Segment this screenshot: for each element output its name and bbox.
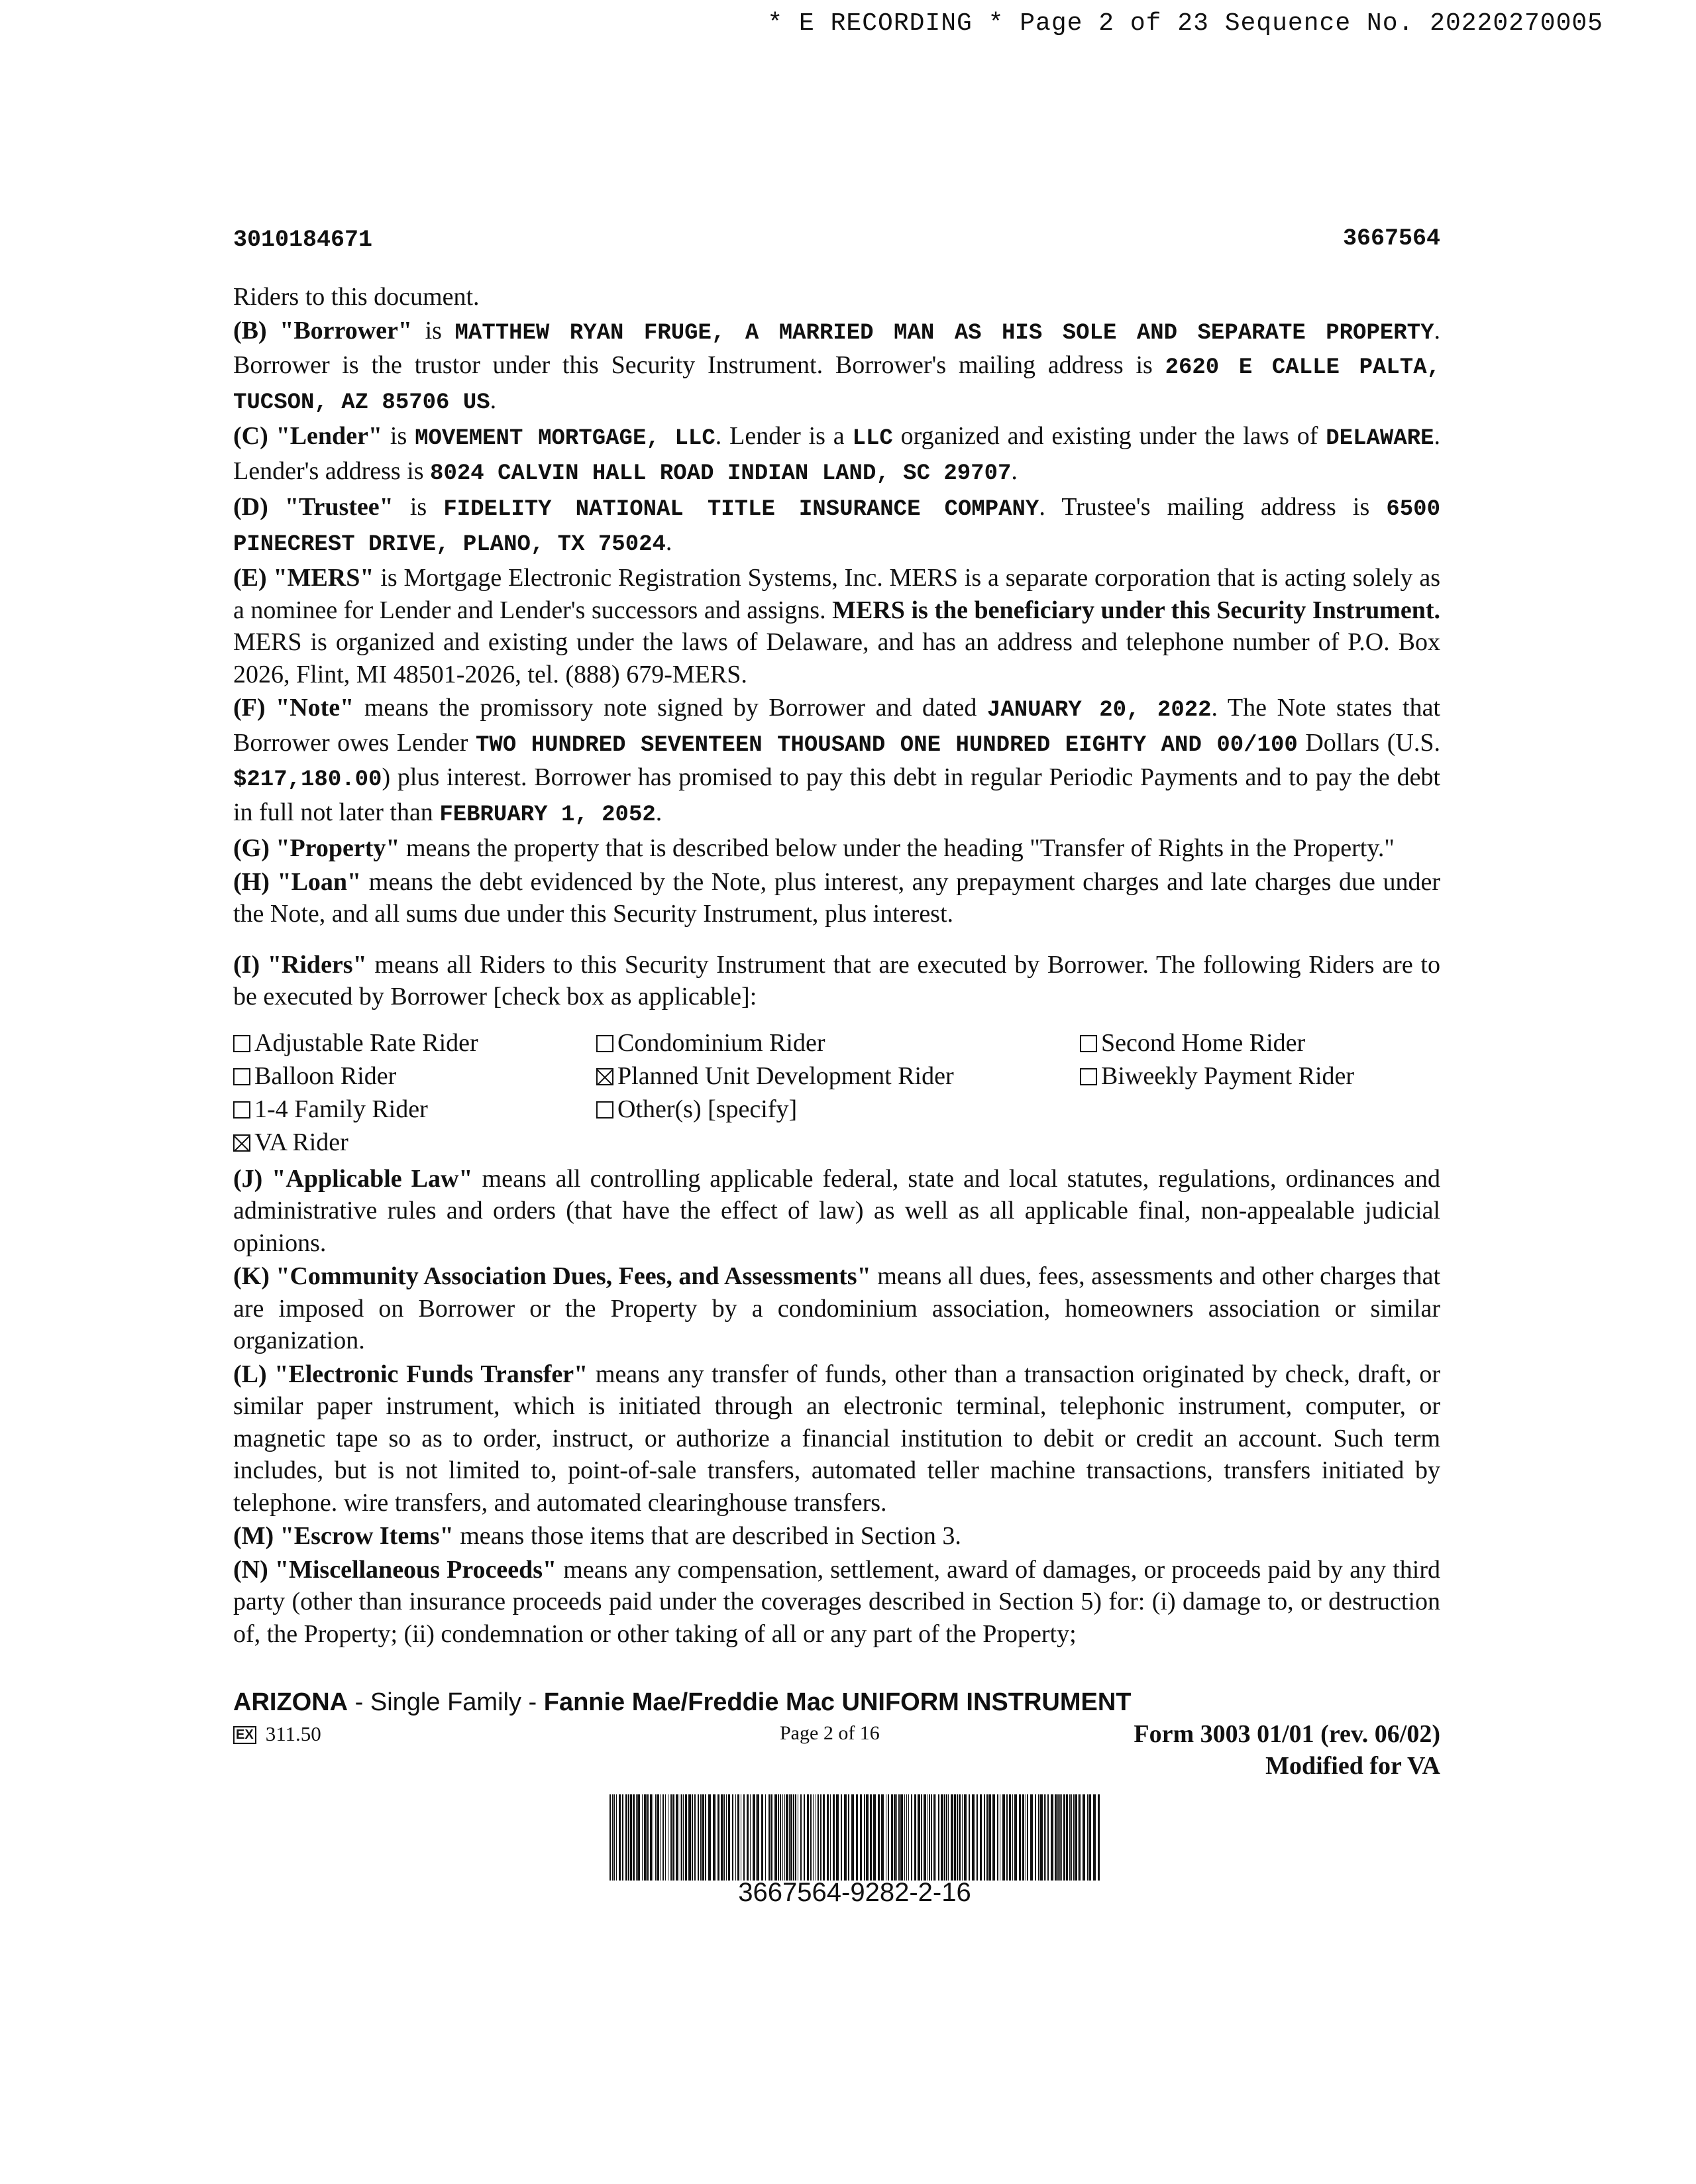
checkbox-icon[interactable]: [1080, 1068, 1097, 1085]
section-riders: [233, 949, 1440, 1013]
rider-pud[interactable]: [596, 1060, 1080, 1093]
trustee-end: .: [665, 527, 672, 556]
community-dues-text: means all dues, fees, assessments and other charges that are imposed on Borrower or the Property by a condominium association, homeowners association or similar organization.: [233, 1262, 1441, 1354]
property-text: means the property that is described below under the heading "Transfer of Rights in the Property.": [399, 834, 1395, 862]
lender-type: LLC: [852, 426, 893, 451]
rider-label: Second Home Rider: [1101, 1028, 1306, 1057]
note-amount: $217,180.00: [233, 767, 382, 792]
loan-label: (H) "Loan": [233, 867, 362, 896]
borrower-name: MATTHEW RYAN FRUGE, A MARRIED MAN AS HIS SOLE AND SEPARATE PROPERTY: [454, 320, 1434, 346]
loan-number: 3010184671: [233, 227, 373, 253]
checkbox-icon[interactable]: [1080, 1035, 1097, 1052]
mers-t2: MERS is organized and existing under the laws of Delaware, and has an address and telephone number of P.O. Box 2026, Flint, MI 48501-2026, tel. (888) 679-MERS.: [233, 628, 1440, 688]
rider-label: Planned Unit Development Rider: [617, 1062, 954, 1090]
rider-label: Other(s) [specify]: [617, 1095, 798, 1123]
checked-checkbox-icon[interactable]: [233, 1134, 250, 1152]
lender-label: (C) "Lender": [233, 422, 383, 450]
section-applicable-law: [233, 1163, 1440, 1260]
section-borrower: [233, 315, 1440, 419]
intro-line: Riders to this document.: [233, 283, 480, 311]
barcode-icon: [610, 1794, 1100, 1881]
rider-label: Biweekly Payment Rider: [1101, 1062, 1355, 1090]
footer-modified: Modified for VA: [1265, 1752, 1440, 1780]
footer-page-number: Page 2 of 16: [780, 1722, 880, 1744]
property-label: (G) "Property": [233, 834, 400, 862]
document-body: [233, 281, 1440, 1651]
trustee-label: (D) "Trustee": [233, 493, 394, 521]
note-t1: means the promissory note signed by Borrower and dated: [354, 694, 987, 722]
note-date: JANUARY 20, 2022: [986, 698, 1212, 723]
section-lender: [233, 420, 1440, 490]
trustee-address: 6500 PINECREST DRIVE, PLANO, TX 75024: [233, 497, 1440, 557]
rider-label: Condominium Rider: [617, 1028, 825, 1057]
checkbox-icon[interactable]: [596, 1101, 613, 1119]
borrower-address: 2620 E CALLE PALTA, TUCSON, AZ 85706 US: [233, 355, 1441, 415]
trustee-name: FIDELITY NATIONAL TITLE INSURANCE COMPANY: [443, 497, 1039, 522]
borrower-label: (B) "Borrower": [233, 316, 412, 345]
escrow-text: means those items that are described in Section 3.: [453, 1522, 961, 1550]
trustee-text: . Trustee's mailing address is: [1039, 493, 1387, 521]
lender-is: is: [382, 422, 415, 450]
footer-uniform: Fannie Mae/Freddie Mac UNIFORM INSTRUMENT: [543, 1688, 1132, 1716]
rider-1-4-family[interactable]: [233, 1093, 596, 1126]
rider-adjustable-rate[interactable]: [233, 1026, 596, 1060]
applicable-law-text: means all controlling applicable federal, state and local statutes, regulations, ordinances and administrative rules and orders (that have the effect of law) as well as all applicable final, non-appealable judicial opinions.: [233, 1164, 1440, 1257]
misc-proceeds-label: (N) "Miscellaneous Proceeds": [233, 1555, 557, 1584]
note-maturity: FEBRUARY 1, 2052: [439, 802, 656, 828]
eft-label: (L) "Electronic Funds Transfer": [233, 1360, 588, 1388]
misc-proceeds-text: means any compensation, settlement, award of damages, or proceeds paid by any third party (other than insurance proceeds paid under the coverages described in Section 5) for: (i) damage to, or destruction of, the Property; (ii) condemnation or other taking of all or any part of the Property;: [233, 1555, 1440, 1648]
min-number: 3667564: [1342, 225, 1440, 252]
borrower-text: . Borrower is the trustor under this Security Instrument. Borrower's mailing address is: [233, 316, 1440, 379]
page-footer: [233, 1688, 1440, 1780]
community-dues-label: (K) "Community Association Dues, Fees, and Assessments": [233, 1262, 871, 1290]
barcode-number: 3667564-9282-2-16: [738, 1878, 971, 1907]
rider-label: Balloon Rider: [254, 1062, 397, 1090]
section-property: [233, 832, 1440, 865]
mers-beneficiary: MERS is the beneficiary under this Security Instrument.: [832, 596, 1441, 624]
checkbox-icon[interactable]: [596, 1035, 613, 1052]
rider-label: Adjustable Rate Rider: [254, 1028, 478, 1057]
section-note: [233, 692, 1440, 831]
footer-form-group: [1134, 1718, 1440, 1782]
rider-va[interactable]: [233, 1126, 596, 1159]
note-t4: ) plus interest. Borrower has promised to pay this debt in regular Periodic Payments and to pay the debt in full not later than: [233, 763, 1440, 826]
footer-code: 311.50: [265, 1722, 321, 1745]
section-misc-proceeds: [233, 1554, 1440, 1651]
section-mers: [233, 562, 1440, 690]
footer-row: [233, 1718, 1440, 1780]
footer-t1: - Single Family -: [348, 1688, 544, 1716]
footer-state: ARIZONA: [233, 1688, 348, 1716]
rider-condominium[interactable]: [596, 1026, 1080, 1060]
checked-checkbox-icon[interactable]: [596, 1068, 613, 1085]
lender-t3: . Lender's address is: [233, 422, 1441, 485]
riders-text: means all Riders to this Security Instrument that are executed by Borrower. The following Riders are to be executed by Borrower [check box as applicable]:: [233, 950, 1440, 1010]
section-community-dues: [233, 1260, 1440, 1357]
escrow-label: (M) "Escrow Items": [233, 1522, 454, 1550]
lender-end: .: [1011, 457, 1018, 485]
rider-other[interactable]: [596, 1093, 1080, 1126]
lender-t2: organized and existing under the laws of: [892, 422, 1326, 450]
borrower-end: .: [490, 386, 497, 414]
note-end: .: [655, 798, 662, 826]
lender-state: DELAWARE: [1326, 426, 1434, 451]
section-loan: [233, 866, 1440, 930]
note-t2: . The Note states that Borrower owes Lender: [233, 694, 1440, 757]
recording-header: * E RECORDING * Page 2 of 23 Sequence No. 20220270005: [767, 9, 1603, 38]
loan-text: means the debt evidenced by the Note, plus interest, any prepayment charges and late charges due under the Note, and all sums due under this Security Instrument, plus interest.: [233, 867, 1440, 928]
rider-balloon[interactable]: [233, 1060, 596, 1093]
mers-label: (E) "MERS": [233, 564, 374, 592]
note-t3: Dollars (U.S.: [1297, 728, 1440, 757]
eft-text: means any transfer of funds, other than a transaction originated by check, draft, or similar paper instrument, which is initiated through an electronic terminal, telephonic instrument, computer, or magnetic tape so as to order, instruct, or authorize a financial institution to debit or credit an account. Such term includes, but is not limited to, point-of-sale transfers, automated teller machine transactions, transfers initiated by telephone. wire transfers, and automated clearinghouse transfers.: [233, 1360, 1440, 1517]
trustee-is: is: [393, 493, 444, 521]
note-label: (F) "Note": [233, 694, 354, 722]
rider-biweekly[interactable]: [1080, 1060, 1440, 1093]
section-escrow: [233, 1520, 1440, 1553]
rider-empty-cell: [1080, 1093, 1440, 1126]
section-trustee: [233, 491, 1440, 561]
rider-label: 1-4 Family Rider: [254, 1095, 428, 1123]
checkbox-icon[interactable]: [233, 1035, 250, 1052]
note-amount-words: TWO HUNDRED SEVENTEEN THOUSAND ONE HUNDRED EIGHTY AND 00/100: [476, 732, 1298, 758]
riders-checklist: [233, 1026, 1440, 1159]
rider-label: VA Rider: [254, 1128, 348, 1156]
footer-form-number: Form 3003 01/01 (rev. 06/02): [1134, 1720, 1440, 1748]
mers-t1: is Mortgage Electronic Registration Systems, Inc. MERS is a separate corporation that is acting solely as a nominee for Lender and Lender's successors and assigns.: [233, 564, 1441, 624]
applicable-law-label: (J) "Applicable Law": [233, 1164, 473, 1193]
checkbox-icon[interactable]: [233, 1101, 250, 1119]
footer-code-group: [233, 1722, 321, 1746]
borrower-is: is: [412, 316, 455, 345]
riders-label: (I) "Riders": [233, 950, 367, 979]
ex-logo-icon: EX: [233, 1726, 256, 1744]
lender-address: 8024 CALVIN HALL ROAD INDIAN LAND, SC 29707: [430, 461, 1012, 486]
lender-t1: . Lender is a: [715, 422, 853, 450]
footer-title: [233, 1688, 1440, 1717]
lender-name: MOVEMENT MORTGAGE, LLC: [415, 426, 716, 451]
rider-second-home[interactable]: [1080, 1026, 1440, 1060]
section-eft: [233, 1358, 1440, 1519]
checkbox-icon[interactable]: [233, 1068, 250, 1085]
